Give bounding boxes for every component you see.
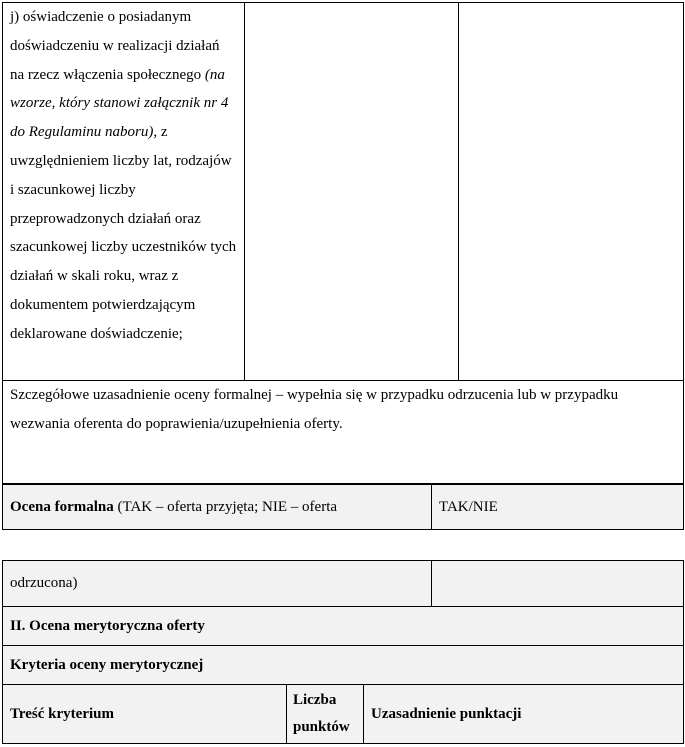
item-j-text-1: j) oświadczenie o posiadanym doświadczeniu w realizacji działań na rzecz włączenia społecznego	[10, 9, 220, 83]
criteria-header-table	[2, 684, 684, 744]
formal-assessment-table	[2, 2, 684, 484]
item-j-text-2: , z uwzględnieniem liczby lat, rodzajów i szacunkowej liczby przeprowadzonych działań oraz szacunkowej liczby uczestników tych działań w skali roku, wraz z dokumentem potwierdzającym deklarowane doświadczenie;	[10, 124, 237, 342]
criteria-column-points	[287, 685, 364, 744]
merit-table-top	[2, 560, 684, 685]
formal-rating-table	[2, 484, 684, 530]
item-j-text-italic: (na wzorze, który stanowi załącznik nr 4 do Regulaminu naboru)	[10, 66, 229, 141]
justification-text: Szczegółowe uzasadnienie oceny formalnej – wypełnia się w przypadku odrzucenia lub w przypadku wezwania oferenta do poprawienia/uzupełnienia oferty.	[10, 387, 619, 432]
item-j-cell	[3, 3, 245, 381]
criteria-column-points-text: Liczba punktów	[293, 692, 350, 735]
section-heading: II. Ocena merytoryczna oferty	[3, 607, 684, 646]
justification-cell[interactable]	[3, 381, 684, 484]
item-j-remarks-cell[interactable]	[459, 3, 684, 381]
formal-rating-value-continuation[interactable]	[432, 561, 684, 607]
item-j-value-cell[interactable]	[245, 3, 459, 381]
criteria-column-justification: Uzasadnienie punktacji	[364, 685, 684, 744]
formal-rating-value[interactable]: TAK/NIE	[432, 485, 684, 530]
formal-rating-label	[3, 485, 432, 530]
formal-rating-label-rest: (TAK – oferta przyjęta; NIE – oferta	[113, 498, 338, 515]
formal-rating-continuation: odrzucona)	[3, 561, 432, 607]
criteria-heading: Kryteria oceny merytorycznej	[3, 646, 684, 685]
formal-rating-label-bold: Ocena formalna	[10, 498, 114, 515]
criteria-column-content: Treść kryterium	[3, 685, 287, 744]
